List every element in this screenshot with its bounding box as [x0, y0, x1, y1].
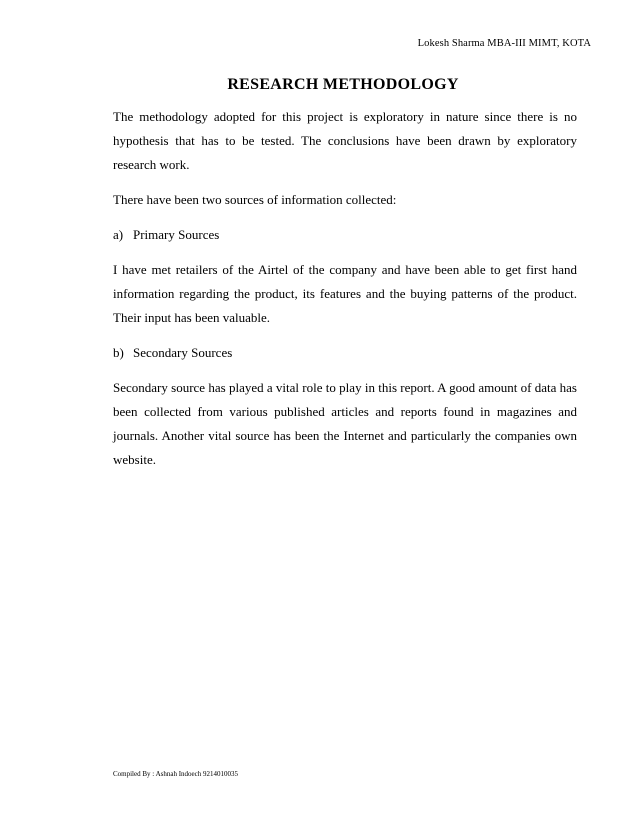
intro-paragraph: The methodology adopted for this project is exploratory in nature since there is no hypothesis that has to be tested. The conclusions have been drawn by exploratory research work. — [113, 109, 577, 172]
sources-intro-paragraph: There have been two sources of information collected: — [113, 192, 397, 207]
page-footer: Compiled By : Ashnah Indoech 9214010035 — [113, 770, 239, 778]
secondary-sources-paragraph: Secondary source has played a vital role to play in this report. A good amount of data has been collected from various published articles and reports found in magazines and journals. Another vital source has been the Internet and particularly the companies own website. — [113, 380, 577, 467]
section-heading-label: Secondary Sources — [133, 345, 233, 360]
page-title: RESEARCH METHODOLOGY — [227, 76, 459, 93]
list-marker: b) — [113, 345, 124, 360]
primary-sources-paragraph: I have met retailers of the Airtel of the company and have been able to get first hand information regarding the product, its features and the buying patterns of the product. Their input has been valuable. — [113, 262, 577, 325]
section-heading-secondary — [113, 341, 577, 365]
section-heading-primary — [113, 223, 577, 247]
page-header: Lokesh Sharma MBA-III MIMT, KOTA — [417, 38, 591, 49]
document-body — [113, 105, 577, 483]
section-heading-label: Primary Sources — [133, 227, 220, 242]
list-marker: a) — [113, 227, 124, 242]
